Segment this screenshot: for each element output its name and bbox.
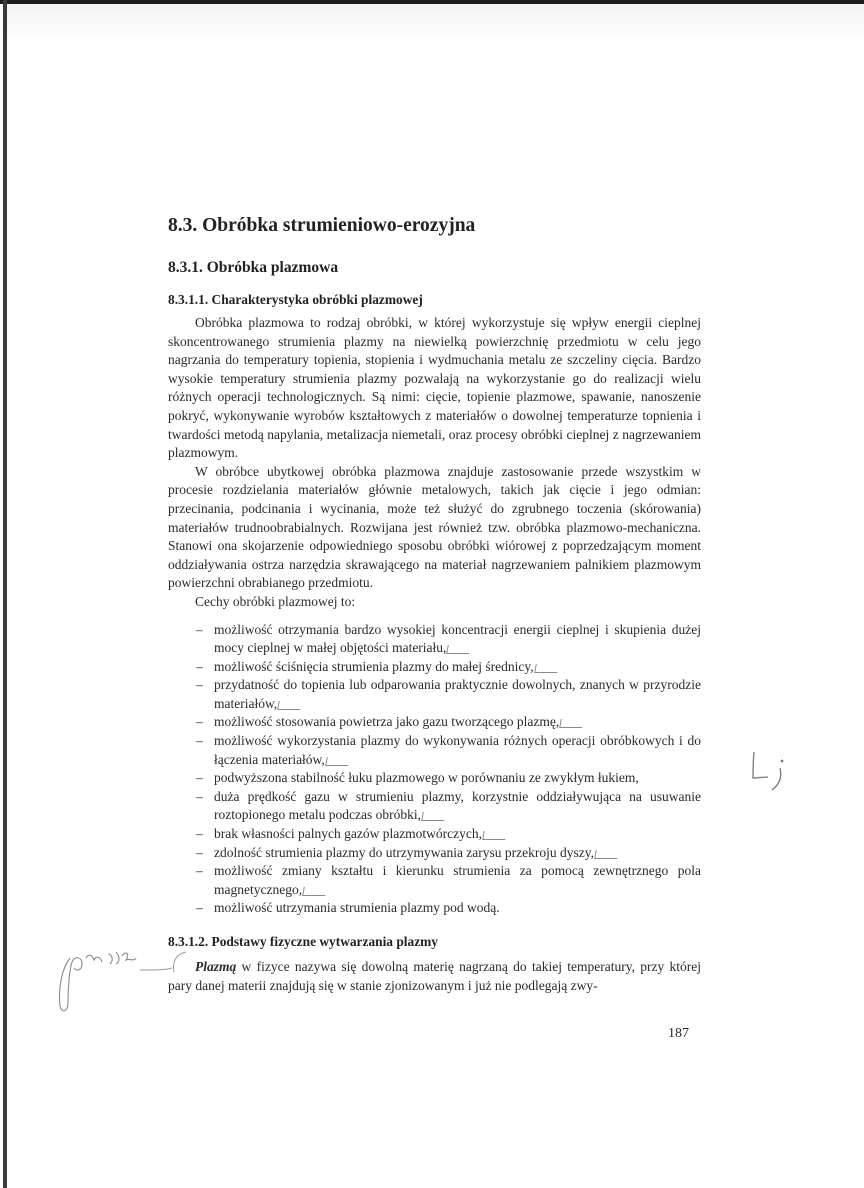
pen-check-mark-icon (421, 812, 446, 821)
handwritten-right-margin-mark-icon (748, 748, 798, 796)
pen-check-mark-icon (534, 664, 559, 673)
feature-text: możliwość wykorzystania plazmy do wykonywania różnych operacji obróbkowych i do łączenia materiałów, (214, 733, 701, 767)
pen-check-mark-icon (594, 850, 619, 859)
feature-item (196, 825, 701, 844)
feature-item (196, 658, 701, 677)
paragraph-plasma-definition (168, 958, 701, 995)
list-dash: – (196, 677, 203, 693)
document-page (168, 212, 701, 995)
features-list (168, 621, 701, 919)
feature-item (196, 621, 701, 658)
paragraph-2: W obróbce ubytkowej obróbka plazmowa znajduje zastosowanie przede wszystkim w procesie rozdzielania materiałów głównie metalowych, takich jak cięcie i jego odmian: przecinania, podcinania i wycinania, może też służyć do zgrubnego toczenia (skórowania) materiałów trudnoobrabialnych. Rozwijana jest również tzw. obróbka plazmowo-mechaniczna. Stanowi ona skojarzenie odpowiedniego sposobu obróbki wiórowej z poprzedzającym moment oddziaływania ostrza narzędzia skrawającego na materiał nagrzewaniem palnikiem plazmowym powierzchni obrabianego przedmiotu. (168, 463, 701, 591)
feature-item (196, 769, 701, 788)
list-dash: – (196, 844, 203, 860)
pen-check-mark-icon (277, 701, 302, 710)
list-dash: – (196, 826, 203, 842)
feature-text: możliwość otrzymania bardzo wysokiej koncentracji energii cieplnej i skupienia dużej mocy cieplnej w małej objętości materiału, (214, 621, 701, 656)
paragraph-3: Cechy obróbki plazmowej to: (195, 593, 356, 609)
subsubsection-title-1: 8.3.1.1. Charakterystyka obróbki plazmowej (168, 292, 423, 307)
handwritten-left-margin-note-icon (56, 948, 196, 1038)
feature-item (196, 788, 701, 825)
feature-item (196, 676, 701, 713)
feature-item (196, 732, 701, 769)
feature-text: brak własności palnych gazów plazmotwórczych, (214, 826, 483, 842)
list-dash: – (196, 621, 203, 637)
feature-text: duża prędkość gazu w strumieniu plazmy, korzystnie oddziaływująca na usuwanie roztopionego metalu podczas obróbki, (214, 788, 701, 823)
list-dash: – (196, 733, 203, 749)
feature-text: możliwość stosowania powietrza jako gazu tworzącego plazmę, (214, 714, 560, 730)
term-plazma: Plazmą (195, 959, 237, 974)
list-dash: – (196, 658, 203, 674)
paragraph-plasma-text: w fizyce nazywa się dowolną materię nagrzaną do takiej temperatury, przy której pary danej materii znajdują się w stanie zjonizowanym i już nie podlegają zwy- (168, 959, 701, 993)
feature-text: możliwość utrzymania strumienia plazmy pod wodą. (214, 900, 500, 916)
paragraph-1: Obróbka plazmowa to rodzaj obróbki, w której wykorzystuje się wpływ energii cieplnej skoncentrowanego strumienia plazmy na niewielką powierzchnię przedmiotu w celu jego nagrzania do temperatury topienia, stopienia i wydmuchania metalu ze szczeliny cięcia. Bardzo wysokie temperatury strumienia plazmy pozwalają na wykorzystanie go do realizacji wielu różnych operacji technologicznych. Są nimi: cięcie, topienie plazmowe, spawanie, nanoszenie pokryć, wykonywanie wyrobów kształtowych z materiałów o dowolnej temperaturze topnienia i twardości metodą napylania, metalizacja niemetali, oraz procesy obróbki cieplnej z nagrzewaniem plazmowym. (168, 315, 701, 461)
pen-check-mark-icon (325, 757, 350, 766)
pen-check-mark-icon (559, 719, 584, 728)
list-dash: – (196, 770, 203, 786)
pen-check-mark-icon (302, 887, 327, 896)
feature-text: podwyższona stabilność łuku plazmowego w porównaniu ze zwykłym łukiem, (214, 770, 639, 786)
feature-text: przydatność do topienia lub odparowania praktycznie dowolnych, znanych w przyrodzie materiałów, (214, 677, 701, 711)
feature-item (196, 899, 701, 918)
scan-bleed-through (7, 4, 864, 44)
pen-check-mark-icon (447, 645, 472, 654)
pen-check-mark-icon (482, 831, 507, 840)
feature-text: możliwość zmiany kształtu i kierunku strumienia za pomocą zewnętrznego pola magnetycznego, (214, 863, 701, 897)
page-number: 187 (668, 1026, 689, 1041)
section-title: 8.3. Obróbka strumieniowo-erozyjna (168, 215, 476, 236)
list-dash: – (196, 900, 203, 916)
feature-text: zdolność strumienia plazmy do utrzymywania zarysu przekroju dyszy, (214, 844, 595, 860)
subsubsection-title-2: 8.3.1.2. Podstawy fizyczne wytwarzania plazmy (168, 934, 439, 949)
list-dash: – (196, 863, 203, 879)
feature-item (196, 713, 701, 732)
list-dash: – (196, 788, 203, 804)
subsection-title: 8.3.1. Obróbka plazmowa (168, 259, 339, 276)
feature-item (196, 862, 701, 899)
feature-text: możliwość ściśnięcia strumienia plazmy do małej średnicy, (214, 658, 534, 674)
list-dash: – (196, 714, 203, 730)
feature-item (196, 844, 701, 863)
scan-edge-left (3, 0, 7, 1188)
